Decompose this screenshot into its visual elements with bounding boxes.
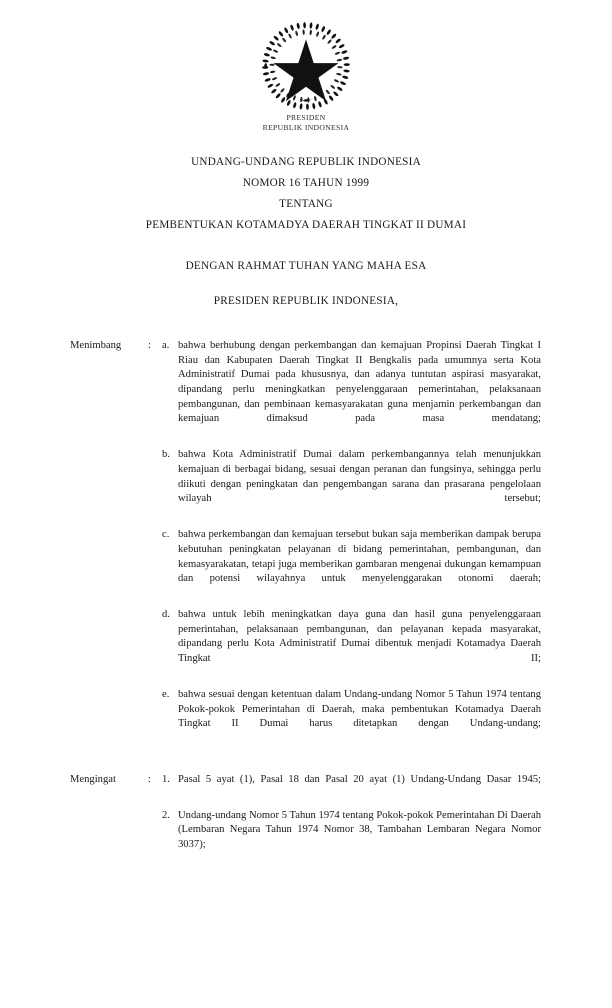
menimbang-section	[70, 339, 541, 746]
list-item	[162, 608, 541, 681]
item-text: bahwa Kota Administratif Dumai dalam perkembangannya telah menunjukkan kemajuan di berbagai bidang, sesuai dengan peranan dan fungsinya, sehingga perlu diikuti dengan peningkatan dan pengembangan sarana dan prasarana pengelolaan wilayah tersebut;	[178, 449, 541, 505]
mengingat-colon: :	[148, 773, 151, 785]
emblem-caption-line-2: REPUBLIK INDONESIA	[262, 122, 350, 132]
menimbang-row	[70, 339, 541, 746]
item-text: Pasal 5 ayat (1), Pasal 18 dan Pasal 20 ayat (1) Undang-Undang Dasar 1945;	[178, 773, 541, 785]
emblem-caption	[0, 113, 612, 132]
item-text: bahwa perkembangan dan kemajuan tersebut bukan saja memberikan dampak berupa kebutuhan peningkatan pelayanan di bidang pemerintahan, pembangunan, dan kemasyarakatan, tetapi juga memberikan gambaran mengenai dukungan kemampuan dan potensi wilayahnya untuk menyelenggarakan otonomi daerah;	[178, 529, 541, 585]
emblem-block	[0, 0, 612, 132]
emblem-caption-line-1: PRESIDEN	[286, 113, 326, 122]
title-about-label: TENTANG	[279, 198, 333, 211]
authority-title: PRESIDEN REPUBLIK INDONESIA,	[213, 295, 399, 308]
mengingat-items	[162, 773, 541, 868]
item-marker: b.	[162, 449, 170, 461]
menimbang-colon: :	[148, 340, 151, 352]
title-subject: PEMBENTUKAN KOTAMADYA DAERAH TINGKAT II DUMAI	[145, 219, 467, 232]
item-marker: c.	[162, 529, 170, 541]
item-marker: 1.	[162, 773, 170, 785]
item-text: bahwa sesuai dengan ketentuan dalam Undang-undang Nomor 5 Tahun 1974 tentang Pokok-pokok Pemerintahan di Daerah, maka pembentukan Kotamadya Daerah Tingkat II Dumai harus ditetapkan dengan Undang-undang;	[178, 689, 541, 730]
item-marker: 2.	[162, 809, 170, 821]
authority-block	[0, 291, 612, 311]
title-number: NOMOR 16 TAHUN 1999	[242, 177, 370, 190]
item-text: bahwa untuk lebih meningkatkan daya guna dan hasil guna penyelenggaraan pemerintahan, pelaksanaan pembangunan, dan pelayanan kepada masyarakat, dipandang perlu Kota Administratif Dumai dibentuk menjadi Kotamadya Daerah Tingkat II;	[178, 609, 541, 665]
list-item	[162, 448, 541, 521]
presidential-seal-icon	[260, 22, 352, 110]
title-law-type: UNDANG-UNDANG REPUBLIK INDONESIA	[191, 156, 421, 169]
list-item	[162, 809, 541, 867]
item-text: bahwa berhubung dengan perkembangan dan kemajuan Propinsi Daerah Tingkat I Riau dan Kabupaten Daerah Tingkat II Bengkalis pada umumnya serta Kota Administratif Dumai pada khususnya, dan adanya tuntutan aspirasi masyarakat, dipandang perlu meningkatkan penyelenggaraan pemerintahan, pelaksanaan pembangunan, dan pembinaan kemasyarakatan guna menjamin perkembangan dan kemajuan dimaksud pada masa mendatang;	[178, 340, 541, 425]
document-title-block	[0, 152, 612, 236]
enactment-block	[0, 256, 612, 276]
mengingat-label: Mengingat	[70, 773, 116, 785]
menimbang-items	[162, 339, 541, 746]
item-marker: d.	[162, 609, 170, 621]
item-text: Undang-undang Nomor 5 Tahun 1974 tentang Pokok-pokok Pemerintahan Di Daerah (Lembaran Negara Tahun 1974 Nomor 38, Tambahan Lembaran Negara Nomor 3037);	[178, 809, 541, 850]
list-item	[162, 339, 541, 441]
mengingat-section	[70, 773, 541, 868]
list-item	[162, 688, 541, 746]
mengingat-row	[70, 773, 541, 868]
item-marker: a.	[162, 340, 170, 352]
enactment-formula: DENGAN RAHMAT TUHAN YANG MAHA ESA	[185, 260, 427, 273]
list-item	[162, 773, 541, 802]
list-item	[162, 528, 541, 601]
item-marker: e.	[162, 689, 170, 701]
menimbang-label: Menimbang	[70, 340, 122, 352]
